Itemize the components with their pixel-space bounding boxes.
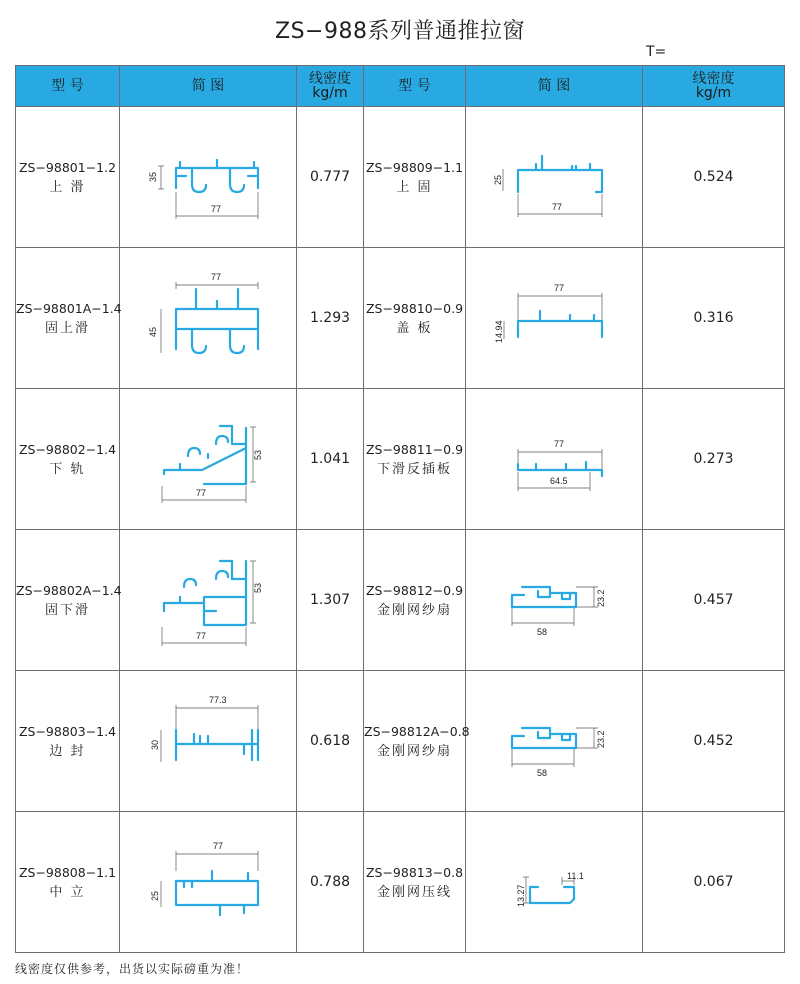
dim-label: 35 <box>148 171 158 182</box>
dim-label: 13.27 <box>516 883 526 907</box>
profile-name: 中 立 <box>49 884 86 900</box>
profile-name: 固下滑 <box>44 602 90 618</box>
header-model: 型 号 <box>16 66 120 107</box>
lower-rail-profile-icon <box>120 390 297 529</box>
dim-label: 23.2 <box>596 588 606 607</box>
profile-drawing-cell <box>120 671 297 812</box>
profile-model-cell <box>364 107 466 248</box>
table-row <box>16 107 785 248</box>
profile-drawing-cell <box>120 389 297 530</box>
profile-name: 金刚网纱扇 <box>376 743 452 759</box>
dim-label: 58 <box>537 767 548 778</box>
dim-label: 77 <box>554 438 565 449</box>
profile-model-cell <box>364 812 466 953</box>
profile-name: 盖 板 <box>396 320 433 336</box>
dim-label: 53 <box>253 449 263 460</box>
screen-sash-a-profile-icon <box>466 672 643 811</box>
dim-label: 11.1 <box>567 870 584 881</box>
profile-model-cell <box>16 530 120 671</box>
profile-code: ZS−98812−0.9 <box>365 582 464 598</box>
table-row <box>16 530 785 671</box>
profile-density: 0.618 <box>297 671 364 812</box>
dim-label: 25 <box>150 890 160 901</box>
density-footnote: 线密度仅供参考，出货以实际磅重为准！ <box>15 962 250 976</box>
upper-fixed-profile-icon <box>466 108 643 247</box>
dim-label: 64.5 <box>550 475 568 486</box>
profile-drawing-cell <box>466 812 643 953</box>
profile-name: 下滑反插板 <box>376 461 452 477</box>
screen-bead-profile-icon <box>466 813 643 952</box>
dim-label: 25 <box>493 174 503 185</box>
profile-drawing-cell <box>466 530 643 671</box>
dim-label: 77 <box>211 203 222 214</box>
lower-slide-insert-profile-icon <box>466 390 643 529</box>
table-row <box>16 248 785 389</box>
table-row <box>16 389 785 530</box>
screen-sash-profile-icon <box>466 531 643 670</box>
profile-name: 固上滑 <box>44 320 90 336</box>
profile-drawing-cell <box>120 107 297 248</box>
profile-drawing-cell <box>466 248 643 389</box>
profile-density: 1.307 <box>297 530 364 671</box>
header-density: 线密度 kg/m <box>297 66 364 107</box>
cover-plate-profile-icon <box>466 249 643 388</box>
header-model: 型 号 <box>364 66 466 107</box>
profile-code: ZS−98813−0.8 <box>365 864 464 880</box>
profile-density: 0.316 <box>643 248 785 389</box>
profile-spec-table <box>15 65 785 953</box>
profile-drawing-cell <box>120 248 297 389</box>
profile-drawing-cell <box>466 107 643 248</box>
profile-density: 1.293 <box>297 248 364 389</box>
profile-code: ZS−98810−0.9 <box>365 300 464 316</box>
profile-code: ZS−98802−1.4 <box>18 441 117 457</box>
profile-density: 0.452 <box>643 671 785 812</box>
profile-model-cell <box>364 389 466 530</box>
profile-code: ZS−98808−1.1 <box>18 864 117 880</box>
profile-model-cell <box>16 248 120 389</box>
profile-density: 0.777 <box>297 107 364 248</box>
upper-slide-profile-icon <box>120 108 297 247</box>
profile-model-cell <box>364 530 466 671</box>
profile-model-cell <box>364 248 466 389</box>
dim-label: 14.94 <box>494 319 504 343</box>
thickness-label: T= <box>646 44 667 60</box>
fixed-upper-slide-profile-icon <box>120 249 297 388</box>
profile-density: 0.788 <box>297 812 364 953</box>
header-drawing: 简 图 <box>466 66 643 107</box>
profile-model-cell <box>16 389 120 530</box>
dim-label: 58 <box>537 626 548 637</box>
profile-name: 上 固 <box>396 179 433 195</box>
dim-label: 77 <box>211 271 222 282</box>
profile-model-cell <box>16 812 120 953</box>
dim-label: 30 <box>150 739 160 750</box>
profile-name: 边 封 <box>49 743 86 759</box>
profile-model-cell <box>16 107 120 248</box>
profile-name: 下 轨 <box>49 461 86 477</box>
profile-code: ZS−98801−1.2 <box>18 159 117 175</box>
profile-code: ZS−98809−1.1 <box>365 159 464 175</box>
table-header-row <box>16 66 785 107</box>
dim-label: 77 <box>213 840 224 851</box>
profile-code: ZS−98812A−0.8 <box>364 723 470 739</box>
profile-drawing-cell <box>120 530 297 671</box>
table-row <box>16 671 785 812</box>
header-density: 线密度 kg/m <box>643 66 785 107</box>
profile-code: ZS−98803−1.4 <box>18 723 117 739</box>
fixed-lower-slide-profile-icon <box>120 531 297 670</box>
dim-label: 77 <box>196 487 207 498</box>
profile-code: ZS−98811−0.9 <box>365 441 464 457</box>
table-row <box>16 812 785 953</box>
profile-drawing-cell <box>466 671 643 812</box>
profile-drawing-cell <box>466 389 643 530</box>
profile-density: 0.067 <box>643 812 785 953</box>
profile-name: 金刚网压线 <box>376 884 452 900</box>
profile-name: 上 滑 <box>49 179 86 195</box>
header-drawing: 简 图 <box>120 66 297 107</box>
profile-density: 1.041 <box>297 389 364 530</box>
profile-drawing-cell <box>120 812 297 953</box>
profile-code: ZS−98801A−1.4 <box>16 300 122 316</box>
profile-density: 0.524 <box>643 107 785 248</box>
dim-label: 77 <box>554 282 565 293</box>
dim-label: 45 <box>148 326 158 337</box>
page-title: ZS−988系列普通推拉窗 <box>275 19 525 44</box>
profile-density: 0.273 <box>643 389 785 530</box>
dim-label: 77.3 <box>209 694 227 705</box>
profile-density: 0.457 <box>643 530 785 671</box>
profile-model-cell <box>364 671 470 812</box>
mullion-profile-icon <box>120 813 297 952</box>
profile-name: 金刚网纱扇 <box>376 602 452 618</box>
dim-label: 77 <box>196 630 207 641</box>
profile-model-cell <box>16 671 120 812</box>
dim-label: 53 <box>253 582 263 593</box>
side-seal-profile-icon <box>120 672 297 811</box>
dim-label: 23.2 <box>596 729 606 748</box>
profile-code: ZS−98802A−1.4 <box>16 582 122 598</box>
dim-label: 77 <box>552 201 563 212</box>
